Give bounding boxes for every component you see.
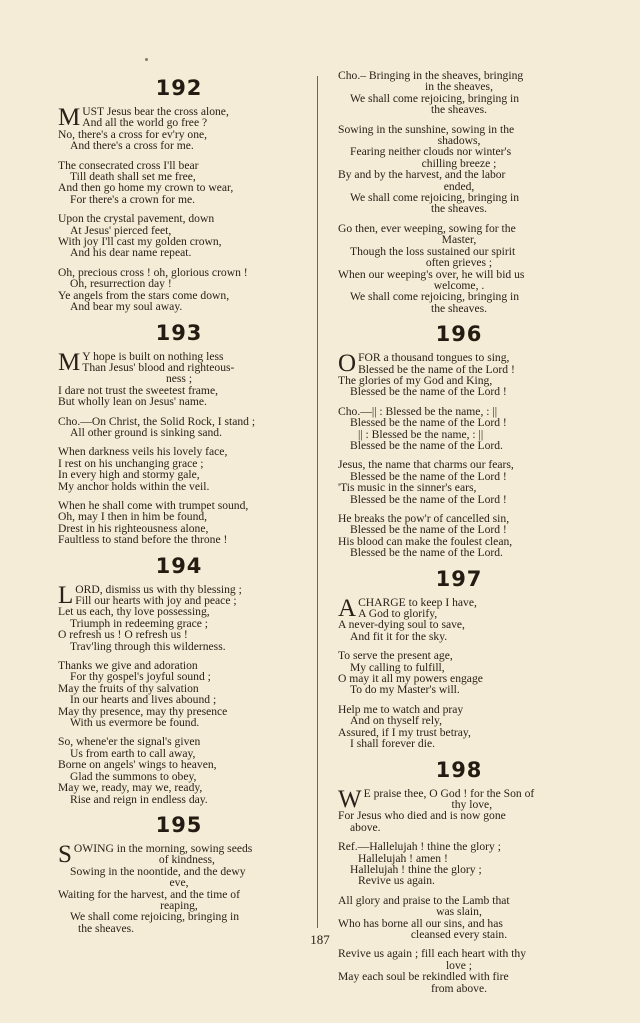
stanza [338,594,580,643]
drop-cap: M [58,104,81,131]
verse-line: || : Blessed be the name, : || [358,427,484,441]
stanza [338,704,580,750]
verse-line: We shall come rejoicing, bringing in [350,290,520,304]
verse-line: Y hope is built on nothing less [82,349,224,363]
verse-line: eve, [169,876,189,890]
stanza [58,581,300,653]
verse-line: And then go home my crown to wear, [58,181,234,195]
verse-line: Fill our hearts with joy and peace ; [75,594,237,607]
stanza [58,213,300,259]
verse-line: Blessed be the name of the Lord ! [350,469,507,483]
verse-line: was slain, [436,905,482,919]
verse-line: To do my Master's will. [350,683,460,697]
stanza [58,660,300,728]
drop-cap: S [58,840,72,868]
verse-line: And his dear name repeat. [70,246,192,260]
verse-line: His blood can make the foulest clean, [338,534,513,548]
stanza [58,446,300,492]
stanza [338,650,580,696]
verse-line: And there's a cross for me. [70,139,194,153]
chorus [338,841,580,887]
verse-line: The consecrated cross I'll bear [58,158,199,172]
verse-line: OWING in the morning, sowing seeds [73,841,253,855]
verse-line: cleansed every stain. [410,927,508,941]
verse-line: At Jesus' pierced feet, [70,223,172,237]
verse-line: By and by the harvest, and the labor [338,168,506,182]
hymn-number-195: 195 [155,812,203,837]
verse-line: Cho.—|| : Blessed be the name, : || [338,404,498,418]
drop-cap: W [338,785,362,813]
verse-line: Blessed be the name of the Lord ! [358,362,515,376]
verse-line: Rise and reign in endless day. [70,792,208,806]
verse-line: ended, [443,179,475,193]
verse-line: Blessed be the name of the Lord ! [350,385,507,399]
verse-line: Sowing in the noontide, and the dewy [70,864,246,878]
verse-line: Ye angels from the stars come down, [58,288,230,302]
verse-line: FOR a thousand tongues to sing, [358,351,510,365]
chorus [338,406,580,452]
verse-line: of kindness, [158,853,215,867]
verse-line: Borne on angels' wings to heaven, [58,758,217,772]
drop-cap: L [58,581,74,609]
stanza [58,500,300,546]
verse-line: Us from earth to call away, [70,746,196,760]
verse-line: ORD, dismiss us with thy blessing ; [75,582,242,596]
verse-line: In every high and stormy gale, [58,468,200,482]
stanza [58,736,300,804]
verse-line: CHARGE to keep I have, [358,595,477,609]
verse-line: All glory and praise to the Lamb that [338,893,510,907]
verse-line: Ref.—Hallelujah ! thine the glory ; [338,840,501,854]
verse-line: When our weeping's over, he will bid us [338,267,525,281]
chorus [338,70,580,116]
hymn-number-192: 192 [155,76,203,100]
verse-line: Go then, ever weeping, sowing for the [338,221,516,235]
verse-line: UST Jesus bear the cross alone, [82,105,229,118]
verse-line: O refresh us ! O refresh us ! [58,628,188,642]
verse-line: Drest in his righteousness alone, [58,521,209,535]
hymn-number-193: 193 [155,320,203,345]
verse-line: We shall come rejoicing, bringing in [350,91,520,105]
verse-line: Who has borne all our sins, and has [338,916,503,930]
verse-line: I rest on his unchanging grace ; [58,456,204,470]
verse-line: And on thyself rely, [350,714,442,728]
verse-line: May each soul be rekindled with fire [338,970,509,984]
verse-line: All other ground is sinking sand. [70,425,222,439]
verse-line: the sheaves. [78,921,135,935]
verse-line: May we, ready, may we, ready, [58,781,203,795]
hymn-number-198: 198 [435,757,483,782]
verse-line: chilling breeze ; [421,156,497,170]
stanza [338,352,580,398]
verse-line: Waiting for the harvest, and the time of [58,887,240,901]
verse-line: We shall come rejoicing, bringing in [350,191,520,205]
verse-line: The glories of my God and King, [338,373,493,387]
verse-line: I shall forever die. [350,737,435,751]
verse-line: Blessed be the name of the Lord. [350,546,503,560]
verse-line: A God to glorify, [358,607,438,621]
verse-line: But wholly lean on Jesus' name. [58,395,207,409]
verse-line: May thy presence, may thy presence [58,704,228,718]
verse-line: O may it all my powers engage [338,672,483,686]
verse-line: ness ; [165,372,193,386]
verse-line: May the fruits of thy salvation [58,681,199,695]
drop-cap: M [58,348,81,376]
stanza [58,840,300,935]
verse-line: Blessed be the name of the Lord. [350,438,503,452]
verse-line: Oh, precious cross ! oh, glorious crown ! [58,265,248,279]
verse-line: in the sheaves, [425,80,493,94]
verse-line: welcome, . [433,278,485,292]
verse-line: My anchor holds within the veil. [58,479,210,493]
hymn-number-196: 196 [435,322,483,347]
stanza [338,513,580,559]
verse-line: To serve the present age, [338,649,453,663]
verse-line: And all the world go free ? [82,116,208,130]
verse-line: Blessed be the name of the Lord ! [350,416,507,430]
verse-line: Cho.– Bringing in the sheaves, bringing [338,69,524,82]
verse-line: Revive us again. [358,874,435,888]
verse-line: the sheaves. [430,103,488,117]
verse-line: For Jesus who died and is now gone [338,809,506,823]
verse-line: E praise thee, O God ! for the Son of [363,786,535,800]
verse-line: When darkness veils his lovely face, [58,445,228,459]
verse-line: Blessed be the name of the Lord ! [350,523,507,537]
verse-line: Cho.—On Christ, the Solid Rock, I stand ; [58,414,256,428]
stanza [58,348,300,409]
verse-line: Glad the summons to obey, [70,769,197,783]
verse-line: Faultless to stand before the throne ! [58,533,228,547]
print-speck [145,58,148,61]
verse-line: Hallelujah ! amen ! [358,851,448,865]
stanza [338,785,580,834]
column-divider [317,76,318,928]
page-number: 187 [310,932,330,947]
verse-line: And bear my soul away. [70,300,183,314]
drop-cap: O [338,350,357,378]
stanza [58,106,300,152]
right-column [338,70,580,1002]
verse-line: Than Jesus' blood and righteous- [82,360,235,374]
verse-line: Fearing neither clouds nor winter's [350,145,512,159]
verse-line: often grieves ; [425,256,493,270]
verse-line: love ; [445,958,473,972]
stanza [338,124,580,215]
verse-line: Upon the crystal pavement, down [58,212,215,226]
verse-line: With us evermore be found. [70,716,200,730]
verse-line: Revive us again ; fill each heart with thy [338,947,527,961]
verse-line: When he shall come with trumpet sound, [58,498,249,512]
verse-line: reaping, [160,898,198,912]
verse-line: And fit it for the sky. [350,629,448,643]
verse-line: Blessed be the name of the Lord ! [350,492,507,506]
chorus [58,416,300,439]
verse-line: Sowing in the sunshine, sowing in the [338,122,515,136]
verse-line: Thanks we give and adoration [58,659,198,673]
verse-line: above. [350,820,381,834]
verse-line: For there's a crown for me. [70,192,196,206]
hymn-number-194: 194 [155,553,203,578]
verse-line: Let us each, thy love possessing, [58,605,210,619]
verse-line: With joy I'll cast my golden crown, [58,235,222,249]
verse-line: the sheaves. [430,301,488,315]
verse-line: In our hearts and lives abound ; [70,693,217,707]
verse-line: I dare not trust the sweetest frame, [58,383,218,397]
verse-line: Jesus, the name that charms our fears, [338,458,514,472]
verse-line: My calling to fulfill, [350,660,445,674]
verse-line: Triumph in redeeming grace ; [70,616,209,630]
stanza [338,223,580,314]
verse-line: So, whene'er the signal's given [58,735,201,749]
hymn-number-197: 197 [435,566,483,591]
verse-line: thy love, [451,797,493,811]
verse-line: Though the loss sustained our spirit [350,244,516,258]
verse-line: the sheaves. [430,202,488,216]
verse-line: Oh, resurrection day ! [70,277,172,291]
stanza [338,459,580,505]
stanza [58,267,300,313]
drop-cap: A [338,594,357,622]
verse-line: Master, [441,233,477,247]
verse-line: Help me to watch and pray [338,702,464,716]
verse-line: For thy gospel's joyful sound ; [70,670,211,684]
stanza [338,948,580,994]
verse-line: from above. [430,981,488,995]
stanza [58,160,300,206]
verse-line: We shall come rejoicing, bringing in [70,910,240,924]
verse-line: Till death shall set me free, [70,170,196,184]
verse-line: Assured, if I my trust betray, [338,725,471,739]
verse-line: Hallelujah ! thine the glory ; [350,862,482,876]
verse-line: No, there's a cross for ev'ry one, [58,127,208,141]
verse-line: He breaks the pow'r of cancelled sin, [338,512,510,525]
verse-line: A never-dying soul to save, [338,618,465,632]
left-column [58,70,300,942]
verse-line: shadows, [437,134,481,148]
verse-line: 'Tis music in the sinner's ears, [338,481,477,495]
verse-line: Trav'ling through this wilderness. [70,639,226,653]
verse-line: Oh, may I then in him be found, [58,510,208,524]
